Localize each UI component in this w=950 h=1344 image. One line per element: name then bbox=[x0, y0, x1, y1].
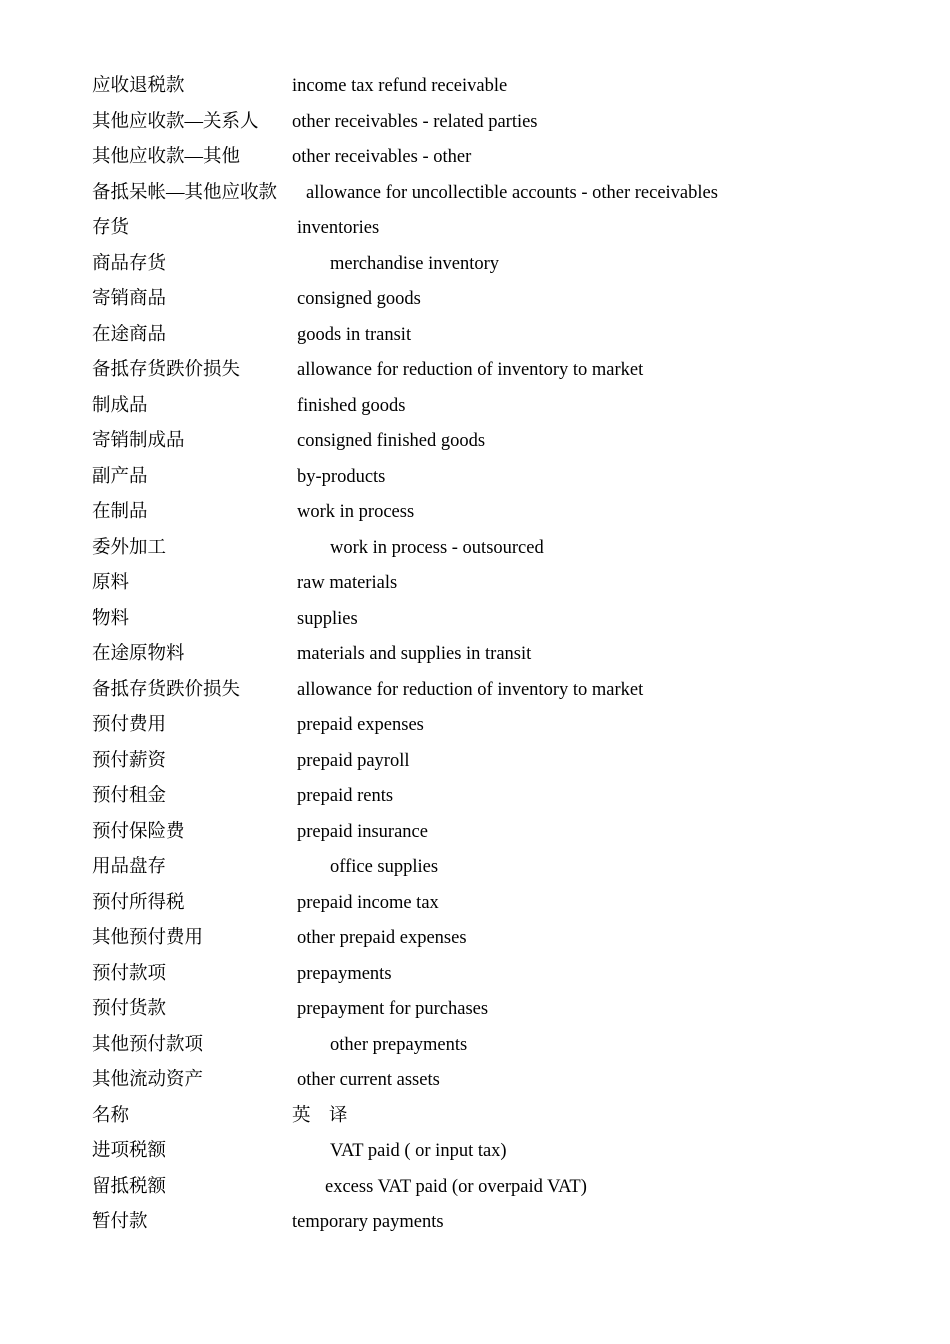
chinese-term: 备抵呆帐—其他应收款 bbox=[92, 182, 278, 203]
chinese-term: 备抵存货跌价损失 bbox=[92, 360, 241, 380]
chinese-term: 在制品 bbox=[92, 502, 148, 522]
chinese-term: 预付保险费 bbox=[92, 821, 185, 842]
glossary-row bbox=[0, 424, 950, 459]
glossary-row bbox=[0, 815, 950, 850]
glossary-row bbox=[0, 1063, 950, 1098]
glossary-row bbox=[0, 176, 950, 211]
english-translation: finished goods bbox=[297, 395, 406, 416]
chinese-term: 物料 bbox=[92, 608, 130, 629]
glossary-row bbox=[0, 708, 950, 743]
chinese-term: 在途商品 bbox=[92, 324, 167, 345]
chinese-term: 预付款项 bbox=[92, 963, 167, 984]
english-translation: supplies bbox=[297, 608, 358, 629]
chinese-term: 预付货款 bbox=[92, 999, 167, 1019]
chinese-term: 用品盘存 bbox=[92, 857, 167, 877]
glossary-row bbox=[0, 389, 950, 424]
glossary-row bbox=[0, 673, 950, 708]
chinese-term: 委外加工 bbox=[92, 537, 167, 558]
english-translation: allowance for reduction of inventory to market bbox=[297, 679, 644, 700]
english-translation: temporary payments bbox=[292, 1212, 444, 1232]
english-translation: VAT paid ( or input tax) bbox=[330, 1141, 507, 1161]
chinese-term: 暂付款 bbox=[92, 1212, 148, 1232]
glossary-row bbox=[0, 1099, 950, 1134]
english-translation: consigned goods bbox=[297, 289, 421, 309]
glossary-row bbox=[0, 1028, 950, 1063]
chinese-term: 其他预付款项 bbox=[92, 1034, 204, 1055]
chinese-term: 寄销制成品 bbox=[92, 431, 185, 451]
english-translation: prepaid expenses bbox=[297, 715, 424, 735]
english-translation: prepayments bbox=[297, 963, 392, 984]
english-translation: office supplies bbox=[330, 857, 439, 877]
english-translation: other current assets bbox=[297, 1070, 440, 1090]
glossary-row bbox=[0, 779, 950, 814]
chinese-term: 其他应收款—关系人 bbox=[92, 111, 259, 132]
chinese-term: 制成品 bbox=[92, 395, 148, 416]
english-translation: other receivables - other bbox=[292, 147, 472, 167]
chinese-term: 副产品 bbox=[92, 466, 148, 487]
chinese-term: 应收退税款 bbox=[92, 76, 185, 96]
chinese-term: 预付费用 bbox=[92, 715, 167, 735]
glossary-row bbox=[0, 69, 950, 104]
glossary-row bbox=[0, 957, 950, 992]
chinese-term: 其他预付费用 bbox=[92, 928, 204, 948]
glossary-row bbox=[0, 566, 950, 601]
chinese-term: 其他流动资产 bbox=[92, 1070, 204, 1090]
glossary-row bbox=[0, 531, 950, 566]
english-translation: inventories bbox=[297, 218, 380, 238]
english-translation: allowance for reduction of inventory to market bbox=[297, 360, 644, 380]
glossary-row bbox=[0, 1134, 950, 1169]
glossary-row bbox=[0, 282, 950, 317]
english-translation: prepaid rents bbox=[297, 786, 394, 806]
english-translation: other prepayments bbox=[330, 1034, 468, 1055]
glossary-row bbox=[0, 744, 950, 779]
chinese-term: 预付所得税 bbox=[92, 892, 185, 913]
english-translation: goods in transit bbox=[297, 324, 412, 345]
glossary-row bbox=[0, 105, 950, 140]
chinese-term: 名称 bbox=[92, 1105, 130, 1126]
chinese-term: 在途原物料 bbox=[92, 644, 185, 664]
english-translation: prepaid income tax bbox=[297, 892, 439, 913]
english-translation: 英 译 bbox=[292, 1105, 348, 1126]
chinese-term: 预付薪资 bbox=[92, 750, 167, 771]
english-translation: by-products bbox=[297, 466, 386, 487]
glossary-row bbox=[0, 211, 950, 246]
chinese-term: 留抵税额 bbox=[92, 1176, 167, 1197]
chinese-term: 寄销商品 bbox=[92, 289, 167, 309]
english-translation: materials and supplies in transit bbox=[297, 644, 532, 664]
english-translation: work in process - outsourced bbox=[330, 537, 544, 558]
english-translation: other prepaid expenses bbox=[297, 928, 467, 948]
english-translation: prepayment for purchases bbox=[297, 999, 489, 1019]
glossary-row bbox=[0, 850, 950, 885]
glossary-row bbox=[0, 140, 950, 175]
glossary-row bbox=[0, 637, 950, 672]
english-translation: prepaid payroll bbox=[297, 750, 410, 771]
chinese-term: 存货 bbox=[92, 218, 130, 238]
chinese-term: 备抵存货跌价损失 bbox=[92, 679, 241, 700]
glossary-row bbox=[0, 495, 950, 530]
glossary-row bbox=[0, 992, 950, 1027]
glossary-row bbox=[0, 318, 950, 353]
glossary-row bbox=[0, 886, 950, 921]
chinese-term: 商品存货 bbox=[92, 253, 167, 274]
english-translation: merchandise inventory bbox=[330, 253, 500, 274]
glossary-row bbox=[0, 921, 950, 956]
glossary-row bbox=[0, 1205, 950, 1240]
english-translation: other receivables - related parties bbox=[292, 111, 538, 132]
chinese-term: 原料 bbox=[92, 573, 130, 593]
english-translation: work in process bbox=[297, 502, 415, 522]
glossary-row bbox=[0, 602, 950, 637]
english-translation: excess VAT paid (or overpaid VAT) bbox=[325, 1176, 587, 1197]
glossary-row bbox=[0, 247, 950, 282]
glossary-row bbox=[0, 1170, 950, 1205]
english-translation: consigned finished goods bbox=[297, 431, 486, 451]
english-translation: income tax refund receivable bbox=[292, 76, 508, 96]
glossary-row bbox=[0, 353, 950, 388]
chinese-term: 其他应收款—其他 bbox=[92, 147, 241, 167]
english-translation: allowance for uncollectible accounts - other receivables bbox=[306, 182, 718, 203]
english-translation: raw materials bbox=[297, 573, 398, 593]
english-translation: prepaid insurance bbox=[297, 821, 428, 842]
chinese-term: 进项税额 bbox=[92, 1141, 167, 1161]
chinese-term: 预付租金 bbox=[92, 786, 167, 806]
glossary-row bbox=[0, 460, 950, 495]
